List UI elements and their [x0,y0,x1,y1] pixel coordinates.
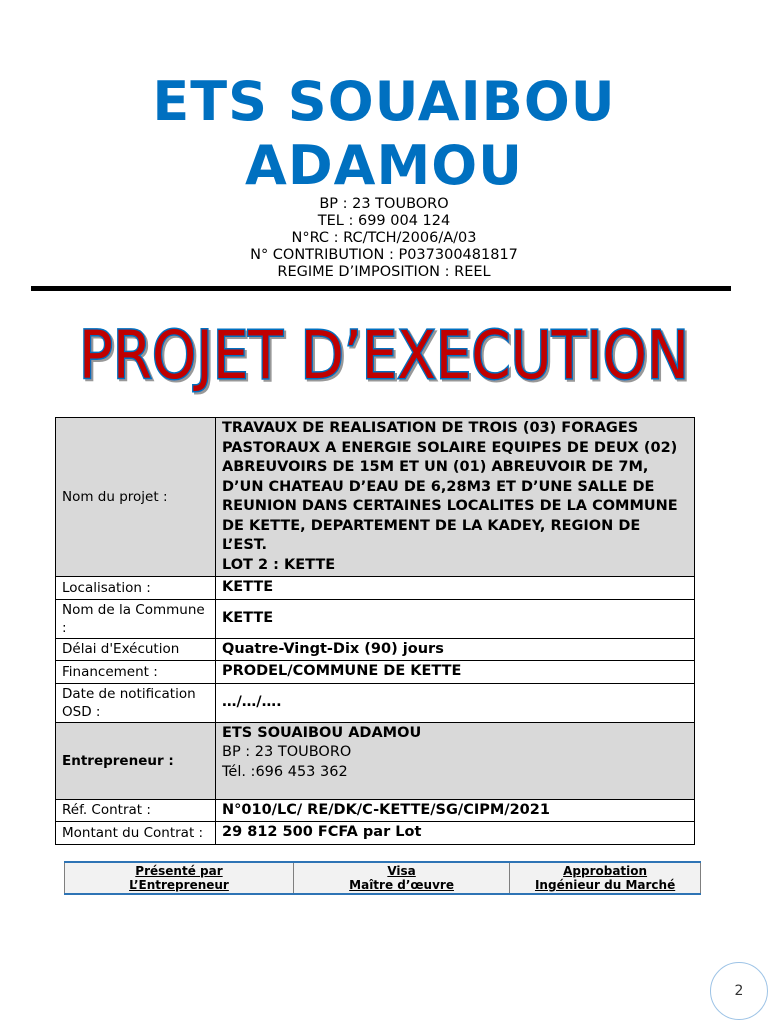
osd-label: Date de notification OSD : [56,683,216,722]
row-commune [56,599,695,638]
entrepreneur-name: ETS SOUAIBOU ADAMOU [222,724,422,741]
ref-contrat-label: Réf. Contrat : [56,799,216,822]
company-name-line1: ETS SOUAIBOU [152,70,616,133]
row-project [56,418,695,577]
signature-table [64,861,701,895]
project-description: TRAVAUX DE REALISATION DE TROIS (03) FORAGES PASTORAUX A ENERGIE SOLAIRE EQUIPES DE DEUX (02) ABREUVOIRS DE 15M ET UN (01) ABREUVOIR DE 7M, D’UN CHATEAU D’EAU DE 6,28M3 ET D’UNE SALLE DE REUNION DANS CERTAINES LOCALITES DE LA COMMUNE DE KETTE, DEPARTEMENT DE LA KADEY, REGION DE L’EST. [222,420,678,553]
row-localisation [56,577,695,600]
signature-visa-line2: Maître d’œuvre [349,878,454,892]
company-name [0,70,768,198]
signature-approbation-line2: Ingénieur du Marché [534,878,676,892]
row-entrepreneur [56,722,695,799]
row-financement [56,661,695,684]
company-tax-regime: REGIME D’IMPOSITION : REEL [277,264,491,280]
row-montant [56,822,695,845]
entrepreneur-value [216,722,695,799]
banner-title: PROJET D’EXECUTION [79,317,689,394]
project-details-table [55,417,695,845]
commune-value: KETTE [216,599,695,638]
row-delai [56,638,695,661]
company-bp: BP : 23 TOUBORO [319,196,449,212]
signature-visa-line1: Visa [387,864,416,878]
entrepreneur-bp: BP : 23 TOUBORO [222,744,352,760]
title-banner [0,306,768,396]
company-name-line2: ADAMOU [245,134,523,197]
entrepreneur-label: Entrepreneur : [56,722,216,799]
commune-label: Nom de la Commune : [56,599,216,638]
signature-approbation-line1: Approbation [563,864,648,878]
company-info [0,196,768,281]
company-tel: TEL : 699 004 124 [317,213,451,229]
osd-value: …/…/…. [216,683,695,722]
company-rc: N°RC : RC/TCH/2006/A/03 [291,230,477,246]
signature-row [65,862,701,894]
company-contribution: N° CONTRIBUTION : P037300481817 [250,247,518,263]
signature-entrepreneur-line2: L’Entrepreneur [129,878,229,892]
financement-value: PRODEL/COMMUNE DE KETTE [216,661,695,684]
signature-entrepreneur-line1: Présenté par [135,864,223,878]
signature-ingenieur [510,862,701,894]
ref-contrat-value: N°010/LC/ RE/DK/C-KETTE/SG/CIPM/2021 [216,799,695,822]
financement-label: Financement : [56,661,216,684]
signature-maitre-oeuvre [293,862,509,894]
row-ref-contrat [56,799,695,822]
localisation-value: KETTE [216,577,695,600]
page-number: 2 [710,962,768,1020]
header-divider [31,286,731,291]
project-label: Nom du projet : [56,418,216,577]
delai-label: Délai d'Exécution [56,638,216,661]
entrepreneur-tel: Tél. :696 453 362 [222,763,348,780]
delai-value: Quatre-Vingt-Dix (90) jours [216,638,695,661]
localisation-label: Localisation : [56,577,216,600]
project-lot: LOT 2 : KETTE [222,556,336,573]
signature-entrepreneur [65,862,294,894]
montant-value: 29 812 500 FCFA par Lot [216,822,695,845]
row-osd [56,683,695,722]
montant-label: Montant du Contrat : [56,822,216,845]
project-value [216,418,695,577]
